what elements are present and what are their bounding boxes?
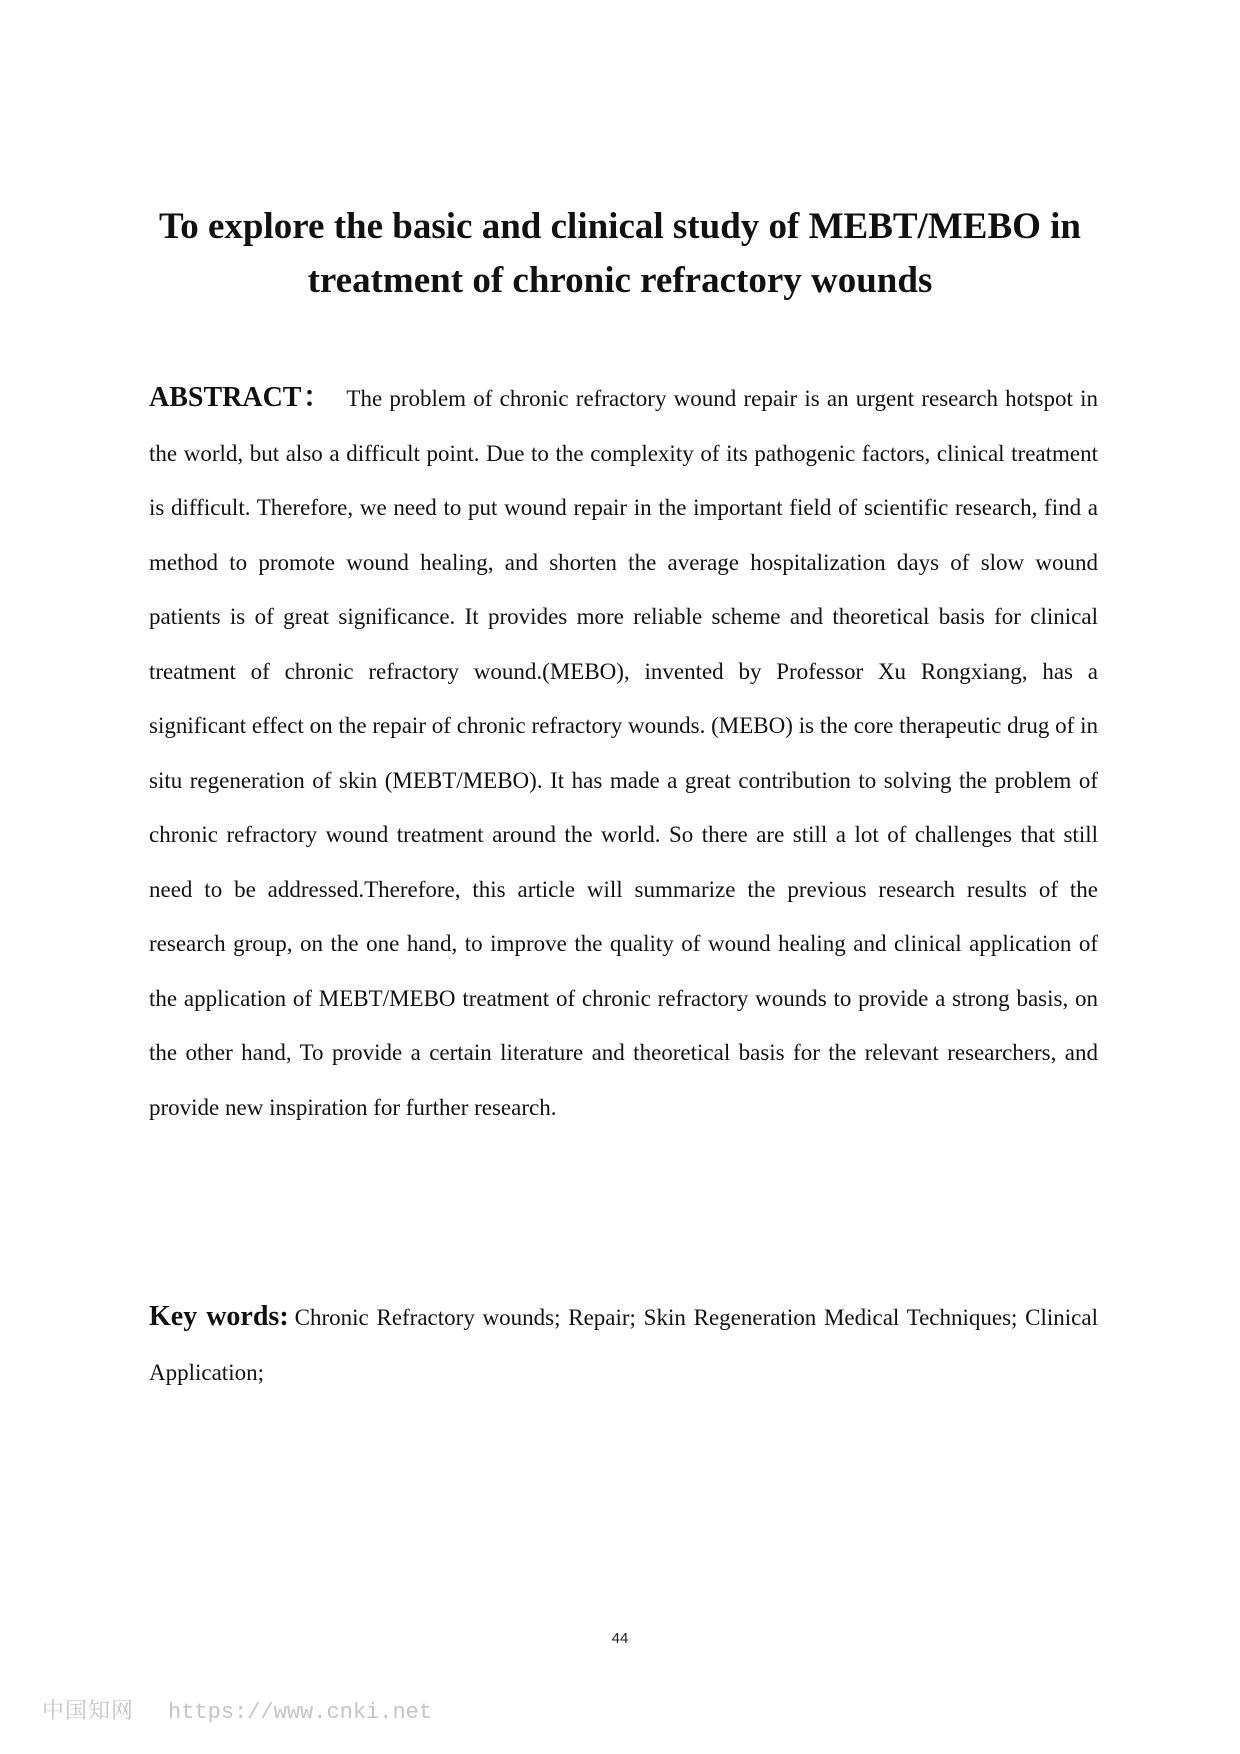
cnki-watermark (42, 1694, 432, 1725)
abstract-label: ABSTRACT： (149, 382, 333, 413)
watermark-site-name: 中国知网 (42, 1699, 135, 1724)
keywords-paragraph (149, 1290, 1098, 1400)
abstract-paragraph (149, 371, 1098, 1135)
keywords-label: Key words: (149, 1301, 289, 1332)
paper-title: To explore the basic and clinical study of MEBT/MEBO in treatment of chronic refractory wounds (158, 206, 1082, 301)
abstract-text: The problem of chronic refractory wound repair is an urgent research hotspot in the world, but also a difficult point. Due to the complexity of its pathogenic factors, clinical treatment is difficult. Therefore, we need to put wound repair in the important field of scientific research, find a method to promote wound healing, and shorten the average hospitalization days of slow wound patients is of great significance. It provides more reliable scheme and theoretical basis for clinical treatment of chronic refractory wound.(MEBO), invented by Professor Xu Rongxiang, has a significant effect on the repair of chronic refractory wounds. (MEBO) is the core therapeutic drug of in situ regeneration of skin (MEBT/MEBO). It has made a great contribution to solving the problem of chronic refractory wound treatment around the world. So there are still a lot of challenges that still need to be addressed.Therefore, this article will summarize the previous research results of the research group, on the one hand, to improve the quality of wound healing and clinical application of the application of MEBT/MEBO treatment of chronic refractory wounds to provide a strong basis, on the other hand, To provide a certain literature and theoretical basis for the relevant researchers, and provide new inspiration for further research. (149, 386, 1099, 1120)
keywords-text: Chronic Refractory wounds; Repair; Skin Regeneration Medical Techniques; Clinical Application; (149, 1305, 1098, 1385)
watermark-url: https://www.cnki.net (168, 1700, 433, 1725)
page-number: 44 (611, 1630, 629, 1647)
